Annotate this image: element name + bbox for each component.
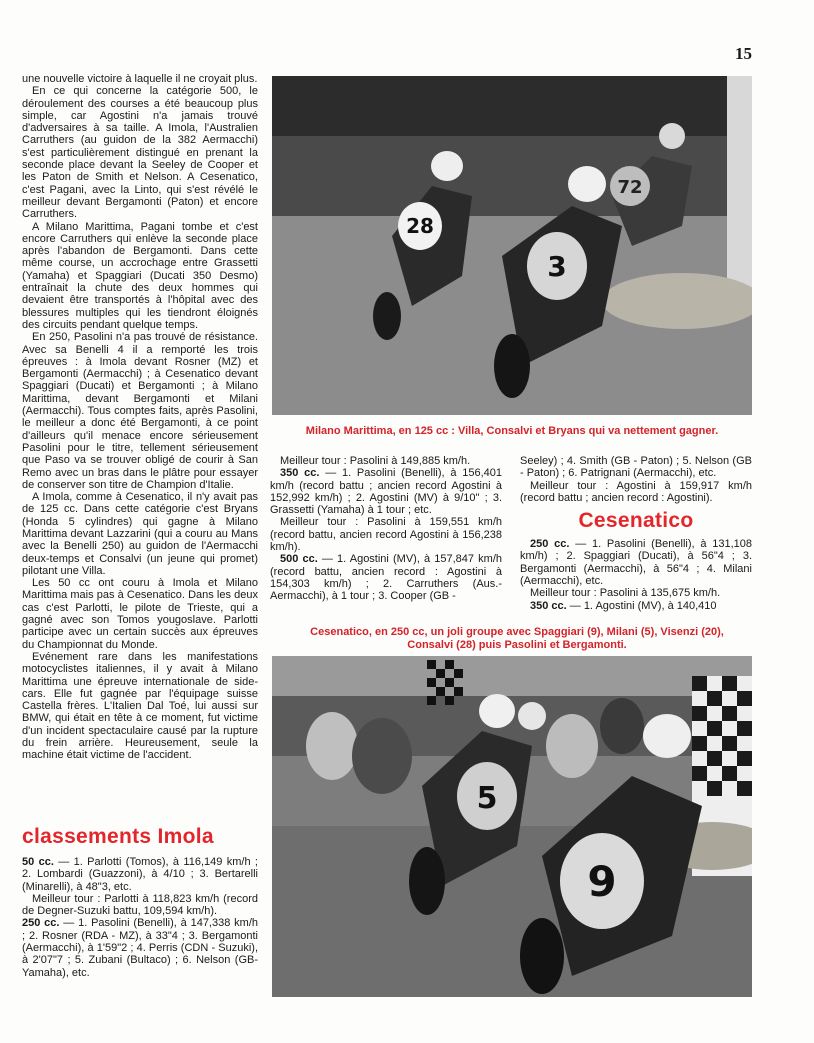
result-entry	[22, 893, 258, 918]
class-label: 500 cc.	[280, 553, 318, 566]
race-photo-cesenatico	[272, 656, 752, 997]
result-entry	[520, 538, 752, 587]
results-column-middle	[270, 455, 502, 603]
race-number: 5	[476, 781, 498, 816]
result-entry	[520, 587, 752, 599]
race-number: 28	[406, 214, 434, 238]
result-text: Seeley) ; 4. Smith (GB - Paton) ; 5. Nelson (GB - Paton) ; 6. Patrignani (Aermacchi), etc.	[520, 455, 752, 480]
left-column	[22, 73, 258, 979]
caption-line: Cesenatico, en 250 cc, un joli groupe avec Spaggiari (9), Milani (5), Visenzi (20),	[310, 626, 724, 638]
result-text: Meilleur tour : Parlotti à 118,823 km/h (record de Degner-Suzuki battu, 109,594 km/h).	[22, 892, 258, 918]
result-text: — 1. Pasolini (Benelli), à 156,401 km/h (record battu ; ancien record Agostini à 152,992 km/h) ; 2. Agostini (MV) à 9/10" ; 3. Grassetti (Yamaha) à 1 tour ; etc.	[270, 467, 502, 517]
result-entry	[520, 455, 752, 480]
paragraph: A Imola, comme à Cesenatico, il n'y avait pas de 125 cc. Dans cette catégorie c'est Bryans (Honda 5 cylindres) qui gagne à Milano Marittima devant Lazzarini (qui a couru au Mans avec la Benelli 250) au guidon de l'Aermacchi deux-temps et Consalvi (un jeune qui promet) pilotant une Villa.	[22, 491, 258, 577]
race-photo-milano-marittima	[272, 76, 752, 415]
result-entry	[270, 516, 502, 553]
class-label: 350 cc.	[530, 599, 567, 612]
result-text: Meilleur tour : Pasolini à 159,551 km/h (record battu, ancien record Agostini à 156,238 km/h).	[270, 516, 502, 554]
photo-caption-cesenatico	[262, 626, 772, 652]
paragraph: une nouvelle victoire à laquelle il ne croyait plus.	[22, 73, 258, 85]
results-column-right	[520, 455, 752, 612]
page-number: 15	[735, 44, 752, 63]
result-entry	[22, 917, 258, 978]
class-label: 250 cc.	[22, 917, 60, 930]
result-text: — 1. Pasolini (Benelli), à 147,338 km/h ; 2. Rosner (RDA - MZ), à 33"4 ; 3. Bergamonti (Aermacchi), à 1'59"2 ; 4. Perris (CDN - Suzuki), à 2'07"7 ; 5. Zubani (Bultaco) ; 6. Nelson (GB-Yamaha), etc.	[22, 917, 258, 979]
class-label: 250 cc.	[530, 538, 570, 551]
cesenatico-heading: Cesenatico	[578, 509, 694, 533]
paragraph: Evénement rare dans les manifestations motocyclistes italiennes, il y avait à Milano Marittima une épreuve internationale de side-cars. Elle fut gagnée par l'équipage suisse Castella frères. L'Italien Dal Toé, lui aussi sur BMW, qui était en tête à ce moment, fut victime d'un incident spectaculaire causé par la rupture du frein arrière. Heureusement, seule la machine était victime de l'accident.	[22, 650, 258, 762]
photo-caption-milano: Milano Marittima, en 125 cc : Villa, Consalvi et Bryans qui va nettement gagner.	[305, 425, 719, 437]
result-text: — 1. Agostini (MV), à 157,847 km/h (record battu, ancien record : Agostini à 154,303 km/h) ; 2. Carruthers (Aus.-Aermacchi), à 1 tour ; 3. Cooper (GB -	[270, 553, 502, 603]
class-label: 50 cc.	[22, 856, 54, 868]
result-entry	[270, 467, 502, 516]
class-label: 350 cc.	[280, 467, 320, 480]
result-text: Meilleur tour : Pasolini à 149,885 km/h.	[280, 455, 471, 467]
classements-imola-heading: classements Imola	[22, 825, 214, 848]
paragraph: A Milano Marittima, Pagani tombe et c'est encore Carruthers qui enlève la seconde place après l'abandon de Bergamonti. Dans cette même course, un accrochage entre Grassetti (Yamaha) et Spaggiari (Ducati 350 Desmo) entraînait la chute des deux hommes qui devaient être transportés à l'hôpital avec des blessures multiples qui les tiendront éloignés des circuits pendant quelque temps.	[22, 220, 258, 331]
result-text: — 1. Pasolini (Benelli), à 131,108 km/h) ; 2. Spaggiari (Ducati), à 56"4 ; 3. Bergamonti (Aermacchi), à 56"4 ; 4. Milani (Aermacchi), etc.	[520, 538, 752, 588]
result-entry	[520, 480, 752, 505]
result-entry	[270, 455, 502, 467]
race-number: 72	[617, 177, 643, 198]
result-text: Meilleur tour : Pasolini à 135,675 km/h.	[530, 587, 721, 600]
result-entry	[22, 856, 258, 893]
result-entry	[520, 600, 752, 612]
paragraph: Les 50 cc ont couru à Imola et Milano Marittima mais pas à Cesenatico. Dans les deux cas c'est Parlotti, le pilote de Trieste, qui a gagné avec son Tomos yougoslave. Parlotti participe avec un certain succès aux épreuves du Championnat du Monde.	[22, 577, 258, 651]
race-number: 9	[587, 857, 617, 906]
caption-line: Consalvi (28) puis Pasolini et Bergamonti.	[407, 639, 627, 651]
article-body	[22, 73, 258, 822]
paragraph: En ce qui concerne la catégorie 500, le déroulement des courses a été beaucoup plus simple, car Agostini n'a jamais trouvé d'adversaires à sa taille. A Imola, l'Australien Carruthers (au guidon de la 382 Aermacchi) s'est particulièrement distingué en prenant la seconde place devant la Seeley de Cooper et les Paton de Smith et Nelson. A Cesenatico, c'est Pagani, avec la Linto, qui s'est révélé le meilleur devant Bergamonti (Paton) et encore Carruthers.	[22, 85, 258, 221]
paragraph: En 250, Pasolini n'a pas trouvé de résistance. Avec sa Benelli 4 il a remporté les trois épreuves : à Imola devant Rosner (MZ) et Bergamonti (Aermacchi) ; à Cesenatico devant Spaggiari (Ducati) et Bergamonti ; à Milano Marittima, devant Bergamonti et Milani (Aermacchi). Tous comptes faits, après Pasolini, le meilleur a donc été Bergamonti, à ce point d'ailleurs qu'il menace encore sérieusement Pasolini pour le titre, tellement sérieusement que Paso va se trouver obligé de courir à San Remo avec un bras dans le plâtre pour essayer de conserver son titre de Champion d'Italie.	[22, 331, 258, 491]
result-entry	[270, 553, 502, 602]
result-text: Meilleur tour : Agostini à 159,917 km/h (record battu ; ancien record : Agostini).	[520, 479, 752, 504]
result-text: — 1. Parlotti (Tomos), à 116,149 km/h ; 2. Lombardi (Guazzoni), à 4/10 ; 3. Bertarelli (Minarelli), à 48"3, etc.	[22, 856, 258, 893]
race-number: 3	[547, 250, 567, 283]
result-text: — 1. Agostini (MV), à 140,410	[566, 599, 717, 612]
